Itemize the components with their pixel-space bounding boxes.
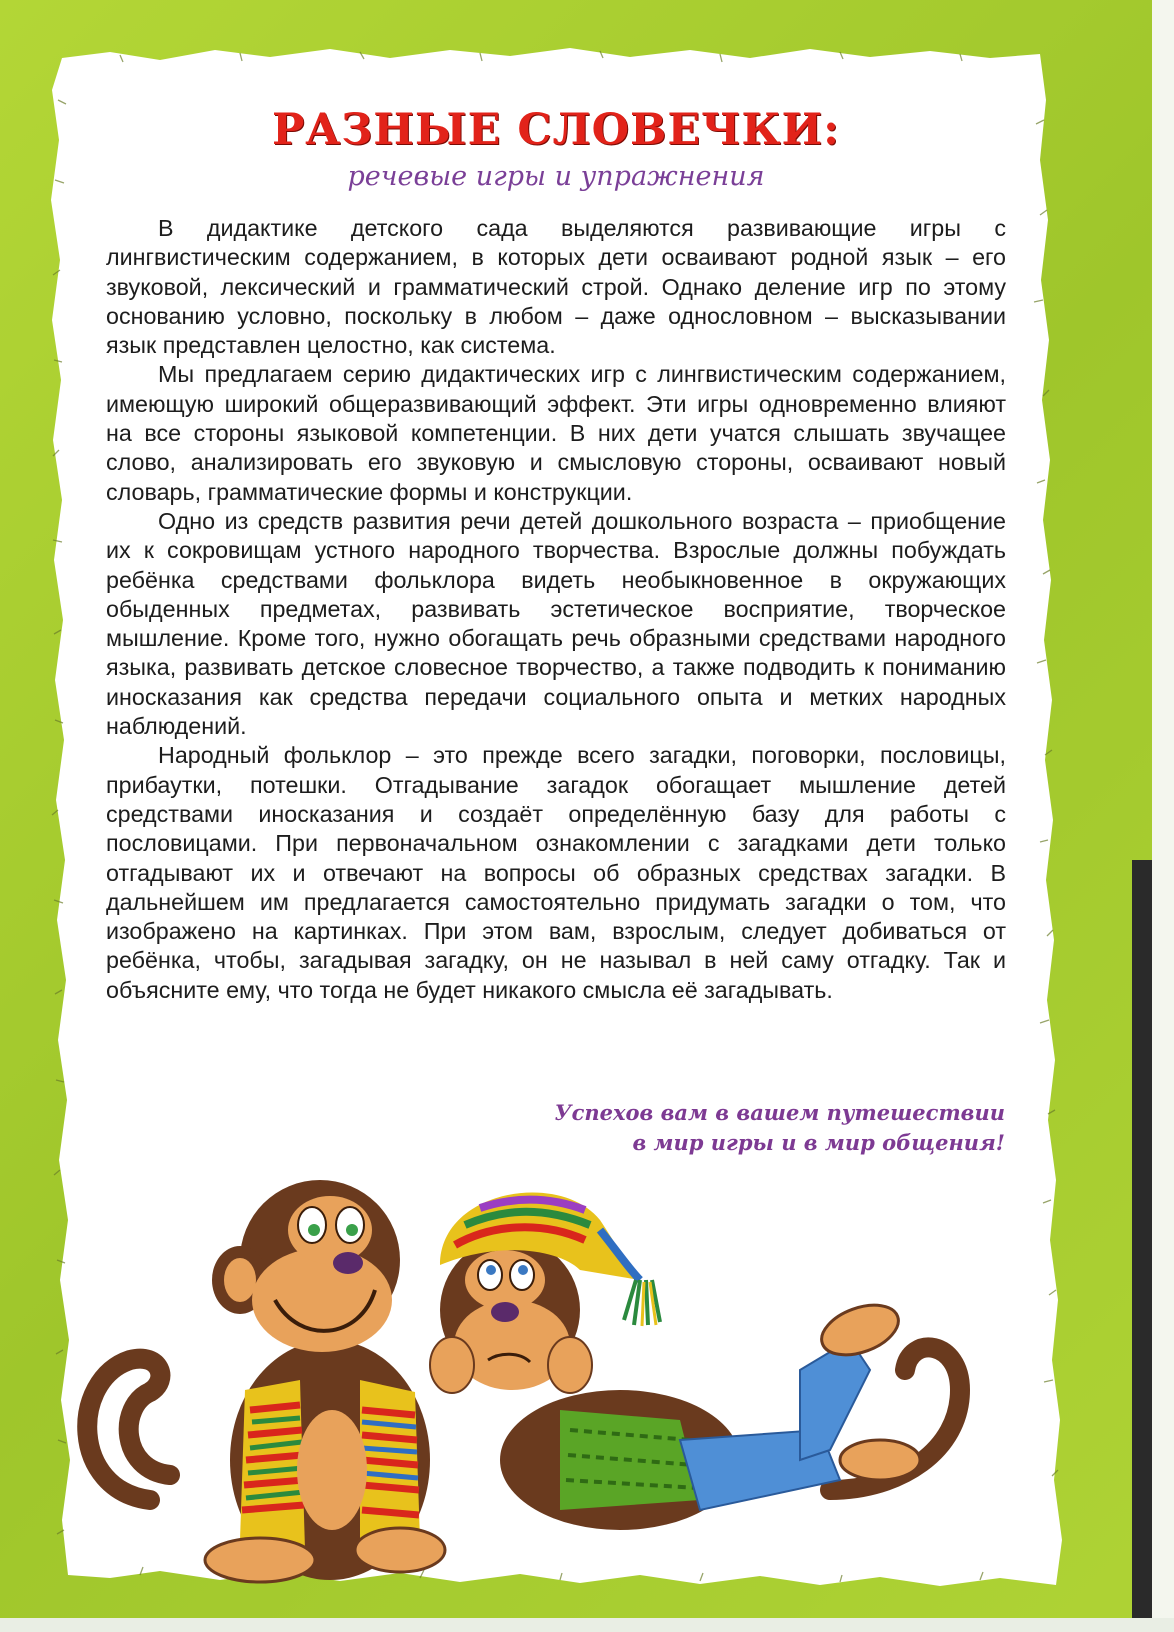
left-monkey [205,1180,445,1582]
paragraph-4: Народный фольклор – это прежде всего загадки, поговорки, пословицы, прибаутки, потешки. Отгадывание загадок обогащает мышление детей средствами иносказания и создаёт определённую базу для работы с пословицами. При первоначальном ознакомлении с загадками дети только отгадывают их и отвечают на вопросы об образных средствах загадки. В дальнейшем им предлагается самостоятельно придумать загадки о том, что изображено на картинках. При этом вам, взрослым, следует добиваться от ребёнка, чтобы, загадывая загадку, он не называл в ней саму отгадку. Так и объясните ему, что тогда не будет никакого смысла её загадывать. [106,742,1006,1003]
paragraph-1: В дидактике детского сада выделяются развивающие игры с лингвистическим содержанием, в которых дети осваивают родной язык – его звуковой, лексический и грамматический строй. Однако деление игр по этому основанию условно, поскольку в любом – даже однословном – высказывании язык представлен целостно, как система. [106,215,1006,359]
left-monkey-tail [87,1359,170,1500]
page-subtitle: речевые игры и упражнения [347,161,765,192]
right-monkey [430,1192,960,1530]
paragraph-3: Одно из средств развития речи детей дошкольного возраста – приобщение их к сокровищам устного народного творчества. Взрослые должны побуждать ребёнка средствами фольклора видеть необыкновенное в окружающих обыденных предметах, развивать эстетическое восприятие, творческое мышление. Кроме того, нужно обогащать речь образными средствами народного языка, развивать детское словесное творчество, а также подводить к пониманию иносказания как средства передачи социального опыта и метких народных наблюдений. [106,507,1006,740]
closing-line-2: в мир игры и в мир общения! [632,1130,1005,1155]
page-title: РАЗНЫЕ СЛОВЕЧКИ: [271,105,841,155]
page-edge-right [1152,0,1174,1632]
paragraph-2: Мы предлагаем серию дидактических игр с лингвистическим содержанием, имеющую широкий общеразвивающий эффект. Эти игры одновременно влияют на все стороны языковой компетенции. В них дети учатся слышать звучащее слово, анализировать его звуковую и смысловую стороны, осваивают новый словарь, грамматические формы и конструкции. [106,361,1006,505]
article [106,100,1006,1005]
article-body [106,214,1006,1005]
page-edge-bottom [0,1618,1174,1632]
monkeys-illustration [0,1130,1060,1590]
closing-line-1: Успехов вам в вашем путешествии [554,1100,1005,1125]
binding-shadow [1132,860,1152,1632]
